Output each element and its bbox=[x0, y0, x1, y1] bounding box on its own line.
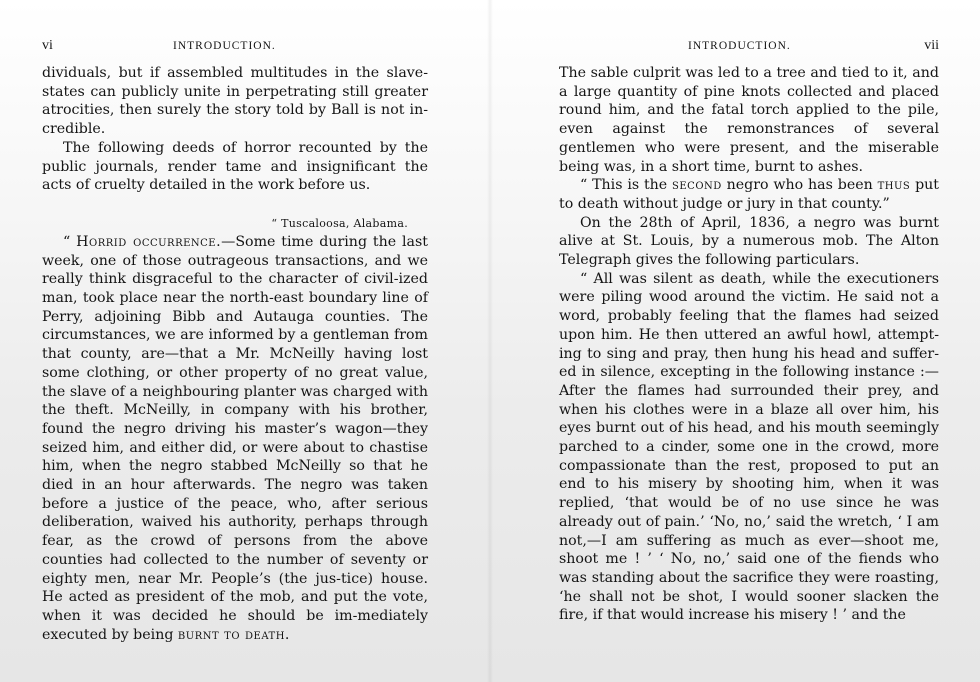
right-running-head bbox=[559, 38, 939, 58]
right-paragraph-2 bbox=[559, 176, 939, 213]
para2-part-a: “ This is the bbox=[580, 177, 673, 194]
left-paragraph-3 bbox=[42, 233, 428, 644]
quote-mark: “ bbox=[63, 233, 77, 250]
right-paragraph-3: On the 28th of April, 1836, a negro was burnt alive at St. Louis, by a numerous mob. The Alton Telegraph gives the following particulars. bbox=[559, 214, 939, 269]
headline-small-caps: Horrid occurrence. bbox=[76, 233, 222, 250]
left-paragraph-2: The following deeds of horror recounted by the public journals, render tame and insignificant the acts of cruelty detailed in the work before us. bbox=[42, 139, 428, 194]
section-break bbox=[42, 195, 428, 214]
right-paragraph-1: The sable culprit was led to a tree and tied to it, and a large quantity of pine knots collected and placed round him, and the fatal torch applied to the pile, even against the remonstrances of several gentlemen who were present, and the miserable being was, in a short time, burnt to ashes. bbox=[559, 65, 939, 175]
paragraph-3-text: —Some time during the last week, one of those outrageous transactions, and we really think disgraceful to the character of civil-ized man, took place near the north-east boundary line of Perry, adjoining Bibb and Autauga counties. The circumstances, we are informed by a gentleman from that county, are—that a Mr. McNeilly having lost some clothing, or other property of no great value, the slave of a neighbouring planter was charged with the theft. McNeilly, in company with his brother, found the negro driving his master’s wagon—they seized him, and either did, or were about to chastise him, when the negro stabbed McNeilly so that he died in an hour afterwards. The negro was taken before a justice of the peace, who, after serious deliberation, waived his authority, perhaps through fear, as the crowd of persons from the above counties had collected to the number of seventy or eighty men, near Mr. People’s (the jus-tice) house. He acted as president of the mob, and put the vote, when it was decided he should be im-mediately executed by being bbox=[42, 233, 429, 643]
para2-part-b: negro who has been bbox=[721, 177, 878, 194]
page-gutter bbox=[487, 0, 493, 682]
dateline: “ Tuscaloosa, Alabama. bbox=[271, 216, 408, 230]
right-page bbox=[559, 0, 939, 682]
right-running-title: INTRODUCTION. bbox=[688, 40, 791, 52]
right-page-number: vii bbox=[924, 38, 939, 53]
right-paragraph-4: “ All was silent as death, while the executioners were piling wood around the victim. He said not a word, probably feeling that the flames had seized upon him. He then uttered an awful howl, attempt-ing to sing and pray, then hung his head and suffer-ed in silence, excepting in the following instance :—After the flames had surrounded their prey, and when his clothes were in a blaze all over him, his eyes burnt out of his head, and his mouth seemingly parched to a cinder, some one in the crowd, more compassionate than the rest, proposed to put an end to his misery by shooting him, when it was replied, ‘that would be of no use since he was already out of pain.’ ‘No, no,’ said the wretch, ‘ I am not,—I am suffering as much as ever—shoot me, shoot me ! ’ ‘ No, no,’ said one of the fiends who was standing about the sacrifice they were roasting, ‘he shall not be shot, I would sooner slacken the fire, if that would increase his misery ! ’ and the bbox=[559, 270, 939, 624]
right-page-text bbox=[559, 64, 939, 625]
small-caps-thus: thus bbox=[877, 177, 911, 194]
para2-part-c: put to death without judge or jury in that county.” bbox=[559, 177, 940, 212]
closing-small-caps: burnt to death. bbox=[177, 626, 290, 643]
left-running-head bbox=[42, 38, 428, 58]
left-page-number: vi bbox=[42, 38, 53, 53]
left-page bbox=[42, 0, 428, 682]
left-running-title: INTRODUCTION. bbox=[173, 40, 276, 52]
left-paragraph-1: dividuals, but if assembled multitudes in the slave-states can publicly unite in perpetrating still greater atrocities, then surely the story told by Ball is not in-credible. bbox=[42, 65, 428, 138]
left-page-text bbox=[42, 64, 428, 644]
small-caps-second: second bbox=[672, 177, 722, 194]
